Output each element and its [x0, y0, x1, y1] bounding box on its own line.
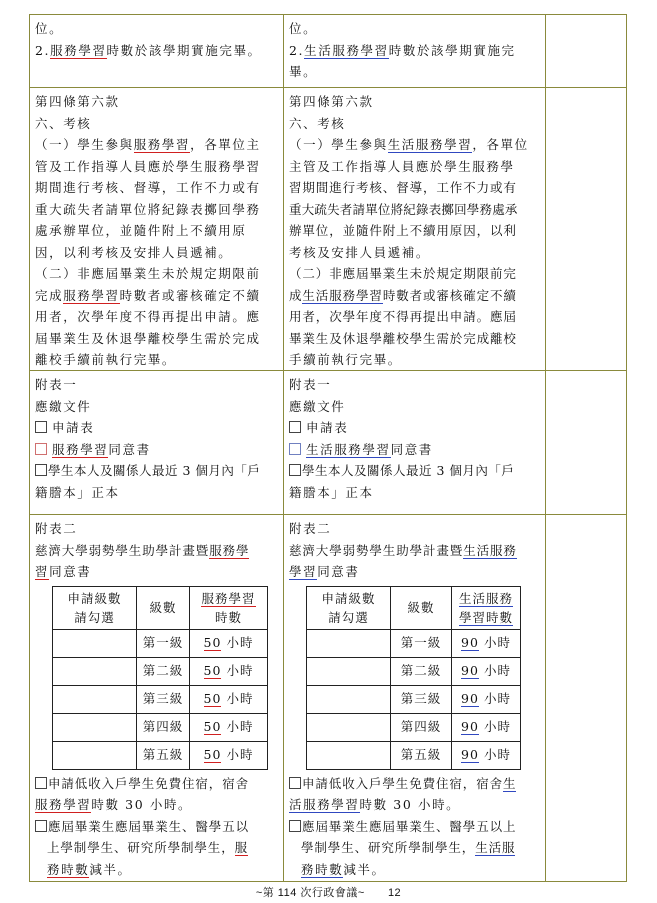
checkbox-icon — [289, 820, 301, 832]
table-row — [30, 515, 626, 881]
text-line: 重大疏失者請單位將紀錄表擲回學務 — [35, 201, 261, 217]
level-table — [52, 586, 268, 770]
table-row: 第一級 90 小時 — [307, 629, 521, 657]
text-line: 辦單位，並隨件附上不續用原因，以利 — [289, 223, 517, 238]
text-line: 位。 — [35, 21, 64, 36]
table-row: 第三級 90 小時 — [307, 685, 521, 713]
table-row — [30, 15, 626, 88]
text-line: 習期間進行考核、督導，工作不力或有 — [289, 180, 517, 195]
table-row — [30, 88, 626, 371]
checkbox-item: 申請低收入戶學生免費住宿，宿舍 — [35, 773, 279, 795]
checkbox-icon — [35, 421, 47, 433]
highlighted-term: 務時數 — [47, 861, 90, 877]
text-line: 慈濟大學弱勢學生助學計畫暨服務學 — [35, 542, 250, 558]
checkbox-icon — [289, 464, 301, 476]
meeting-label: ~第 114 次行政會議~ — [255, 887, 365, 899]
text-line: 上學制學生、研究所學制學生，服 — [47, 840, 249, 855]
highlighted-term: 服務學習 — [52, 441, 109, 457]
checkbox-icon — [289, 777, 301, 789]
text-line: 用者，次學年度不得再提出申請。應屆 — [289, 309, 517, 324]
page-footer — [0, 884, 657, 900]
highlighted-term: 服務學習 — [133, 137, 191, 152]
table-row: 第二級 90 小時 — [307, 657, 521, 685]
checkbox-icon — [35, 464, 47, 476]
text-line: 應繳文件 — [289, 398, 346, 414]
text-line: 畢業生及休退學離校學生需於完成離校 — [289, 330, 517, 346]
table-row: 第一級 50 小時 — [53, 629, 268, 657]
highlighted-term: 生活服務學習 — [304, 42, 389, 58]
table-header: 級數 — [137, 586, 190, 629]
checkbox-icon — [35, 443, 47, 455]
right-cell — [284, 371, 546, 503]
text-line: 畢。 — [289, 64, 318, 79]
left-cell — [30, 515, 284, 880]
text-line: 重大疏失者請單位將紀錄表擲回學務處承 — [289, 201, 518, 217]
text-line: 服務學習時數 30 小時。 — [35, 797, 193, 812]
table-header: 級數 — [391, 586, 452, 629]
checkbox-item: 申請表 — [35, 417, 279, 439]
highlighted-term: 服務學 — [209, 542, 250, 558]
comparison-table — [29, 14, 627, 882]
text-line: 因，以利考核及安排人員遞補。 — [35, 244, 233, 260]
text-line: 學制學生、研究所學制學生，生活服 — [301, 840, 516, 855]
appendix-title: 附表一 — [35, 377, 78, 392]
checkbox-icon — [289, 443, 301, 455]
checkbox-item: 服務學習同意書 — [35, 439, 279, 461]
text-line: （一）學生參與生活服務學習，各單位 — [289, 137, 529, 152]
checkbox-item: 學生本人及關係人最近 3 個月內「戶 — [35, 460, 279, 482]
text-line: 用者，次學年度不得再提出申請。應 — [35, 309, 261, 324]
text-line: 2.服務學習時數於該學期實施完畢。 — [35, 42, 262, 58]
level-table — [306, 586, 521, 770]
left-cell — [30, 88, 284, 371]
checkbox-item: 學生本人及關係人最近 3 個月內「戶 — [289, 460, 541, 482]
text-line: 活服務學習時數 30 小時。 — [289, 797, 461, 812]
table-header: 生活服務 學習時數 — [452, 586, 521, 629]
checkbox-icon — [35, 777, 47, 789]
highlighted-term: 生活服務 — [458, 590, 513, 606]
highlighted-term: 務時數 — [301, 861, 344, 877]
checkbox-item: 應屆畢業生應屆畢業生、醫學五以上 — [289, 816, 541, 838]
checkbox-icon — [35, 820, 47, 832]
text-line: （二）非應屆畢業生未於規定期限前完 — [289, 266, 517, 281]
text-line: 籍謄本」正本 — [289, 484, 374, 500]
checkbox-item: 生活服務學習同意書 — [289, 439, 541, 461]
text-line: 屆畢業生及休退學離校學生需於完成 — [35, 330, 261, 346]
table-row: 第四級 50 小時 — [53, 713, 268, 741]
highlighted-term: 學習 — [289, 564, 318, 579]
text-line: 應繳文件 — [35, 398, 92, 414]
right-cell — [284, 515, 546, 880]
highlighted-term: 生活服務學習 — [302, 287, 383, 303]
text-line: 手續前執行完畢。 — [289, 352, 402, 367]
text-line: 慈濟大學弱勢學生助學計畫暨生活服務 — [289, 542, 517, 558]
highlighted-term: 生活服務學習 — [387, 137, 473, 152]
text-line: 務時數減半。 — [47, 861, 132, 877]
text-line: 處承辦單位，並隨件附上不續用原 — [35, 223, 247, 238]
highlighted-term: 生活服務學習 — [306, 441, 391, 457]
text-line: 位。 — [289, 21, 318, 36]
text-line: 期間進行考核、督導，工作不力或有 — [35, 180, 261, 195]
text-line: 考核及安排人員遞補。 — [289, 244, 431, 260]
table-row: 第二級 50 小時 — [53, 657, 268, 685]
highlighted-term: 服務學習 — [201, 590, 256, 606]
table-header: 申請級數 請勾選 — [307, 586, 391, 629]
appendix-title: 附表一 — [289, 377, 332, 392]
table-header: 申請級數 請勾選 — [53, 586, 137, 629]
text-line: 第四條第六款 — [289, 94, 374, 109]
right-cell — [284, 88, 546, 371]
table-header: 服務學習 時數 — [190, 586, 268, 629]
text-line: 主管及工作指導人員應於學生服務學 — [289, 158, 515, 174]
table-row: 第五級 90 小時 — [307, 741, 521, 769]
text-line: 籍謄本」正本 — [35, 484, 120, 500]
table-row: 第四級 90 小時 — [307, 713, 521, 741]
checkbox-icon — [289, 421, 301, 433]
text-line: 六、考核 — [35, 115, 92, 131]
text-line: 習同意書 — [35, 564, 92, 579]
highlighted-term: 服務學習 — [35, 797, 92, 812]
left-cell — [30, 371, 284, 503]
text-line: （二）非應屆畢業生未於規定期限前 — [35, 266, 261, 281]
highlighted-term: 習 — [35, 564, 50, 579]
text-line: 六、考核 — [289, 115, 346, 131]
text-line: 離校手續前執行完畢。 — [35, 352, 177, 367]
highlighted-term: 生活服 — [475, 840, 516, 855]
text-line: 第四條第六款 — [35, 94, 120, 109]
appendix-title: 附表二 — [35, 521, 78, 536]
right-cell — [284, 15, 546, 83]
highlighted-term: 生活服務 — [463, 542, 517, 558]
checkbox-item: 應屆畢業生應屆畢業生、醫學五以 — [35, 816, 279, 838]
table-row — [30, 371, 626, 515]
highlighted-term: 生 — [503, 775, 517, 791]
appendix-title: 附表二 — [289, 521, 332, 536]
text-line: 學習同意書 — [289, 564, 360, 579]
text-line: （一）學生參與服務學習，各單位主 — [35, 137, 261, 152]
highlighted-term: 活服務學習 — [289, 797, 360, 812]
page-number: 12 — [387, 887, 402, 899]
text-line: 務時數減半。 — [301, 861, 386, 877]
highlighted-term: 服 — [234, 840, 249, 855]
left-cell — [30, 15, 284, 61]
checkbox-item: 申請低收入戶學生免費住宿，宿舍生 — [289, 773, 541, 795]
text-line: 完成服務學習時數者或審核確定不續 — [35, 287, 261, 303]
highlighted-term: 服務學習 — [63, 287, 120, 303]
text-line: 2.生活服務學習時數於該學期實施完 — [289, 42, 516, 58]
text-line: 成生活服務學習時數者或審核確定不續 — [289, 287, 517, 303]
table-row: 第三級 50 小時 — [53, 685, 268, 713]
text-line: 管及工作指導人員應於學生服務學習 — [35, 158, 261, 174]
table-row: 第五級 50 小時 — [53, 741, 268, 769]
checkbox-item: 申請表 — [289, 417, 541, 439]
highlighted-term: 服務學習 — [50, 42, 107, 58]
